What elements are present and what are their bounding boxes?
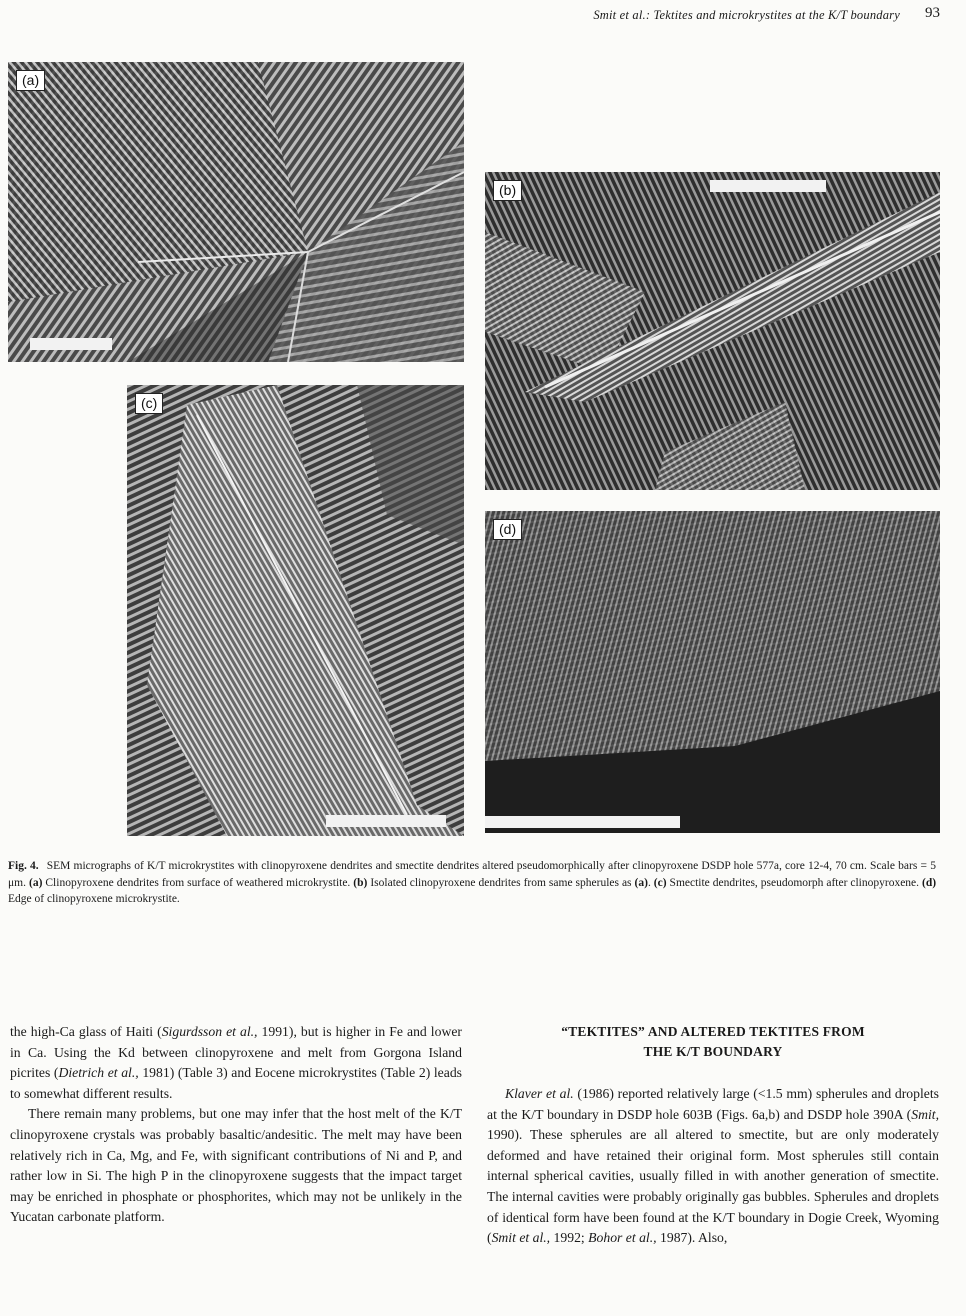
micrograph-a-image	[8, 62, 464, 362]
caption-ref-b: (a)	[634, 876, 648, 889]
panel-label-c: (c)	[135, 393, 163, 414]
text-run: the high-Ca glass of Haiti (	[10, 1024, 162, 1039]
right-paragraph-1	[487, 1084, 939, 1249]
caption-key-d: (d)	[922, 876, 937, 889]
micrograph-b-image	[485, 172, 940, 490]
caption-key-c: (c)	[653, 876, 667, 889]
caption-end-b: .	[647, 876, 651, 889]
micrograph-c-image	[127, 385, 464, 836]
caption-text-d: Edge of clinopyroxene microkrystite.	[8, 893, 180, 905]
text-run: 1992;	[550, 1230, 589, 1246]
figure-caption	[8, 858, 936, 908]
section-heading-line-1: “TEKTITES” AND ALTERED TEKTITES FROM	[561, 1024, 865, 1039]
citation: Dietrich et al.,	[58, 1065, 139, 1081]
citation: Smit et al.,	[491, 1230, 551, 1246]
text-run: 1981) (Table 3) and Eocene microkrystites (Table 2) leads to somewhat different results.	[10, 1065, 462, 1101]
text-run: (1986) reported relatively large (<1.5 mm) spherules and droplets at the K/T boundary in DSDP hole 603B (Figs. 6a,b) and DSDP hole 390A (	[487, 1086, 939, 1122]
panel-label-b: (b)	[493, 180, 522, 201]
caption-text-c: Smectite dendrites, pseudomorph after clinopyroxene.	[669, 876, 920, 889]
micrograph-panel-c	[127, 385, 464, 836]
text-run: 1991), but is higher in Fe and lower in Ca. Using the Kd between clinopyroxene and melt from Gorgona Island picrites (	[10, 1024, 462, 1081]
figure-number: Fig. 4.	[8, 860, 39, 872]
section-heading-line-2: THE K/T BOUNDARY	[643, 1044, 783, 1059]
micrograph-d-image	[485, 511, 940, 833]
scale-bar-b	[710, 180, 826, 192]
caption-key-a: (a)	[28, 876, 43, 889]
citation: Klaver et al.	[505, 1086, 574, 1101]
micrograph-panel-b	[485, 172, 940, 490]
section-heading	[487, 1022, 939, 1062]
caption-text-b: Isolated clinopyroxene dendrites from same spherules as	[370, 876, 632, 889]
left-paragraph-1	[10, 1022, 462, 1104]
caption-key-b: (b)	[353, 876, 368, 889]
scale-bar-d	[485, 816, 680, 828]
left-column	[10, 1022, 462, 1228]
right-column	[487, 1022, 939, 1249]
running-head: Smit et al.: Tektites and microkrystites at the K/T boundary	[593, 8, 900, 22]
left-paragraph-2: There remain many problems, but one may infer that the host melt of the K/T clinopyroxene crystals was probably basaltic/andesitic. The melt may have been relatively rich in Ca, Mg, and Fe, with significant contributions of Ni and P, and rather low in Si. The high P in the clinopyroxene suggests that the impact target may be enriched in phosphate or phosphorites, which may not be unlikely in the Yucatan carbonate platform.	[10, 1106, 462, 1225]
caption-intro: SEM micrographs of K/T microkrystites with clinopyroxene dendrites and smectite dendrites altered pseudomorphically after clinopyroxene DSDP hole 577a, core 12-4, 70 cm. Scale bars = 5 μm.	[8, 860, 936, 889]
citation: Sigurdsson et al.,	[161, 1024, 258, 1039]
panel-label-a: (a)	[16, 70, 45, 91]
text-run: 1987). Also,	[656, 1230, 728, 1246]
citation: Smit,	[911, 1106, 939, 1122]
caption-text-a: Clinopyroxene dendrites from surface of weathered microkrystite.	[45, 876, 351, 889]
page-number: 93	[925, 5, 940, 21]
panel-label-d: (d)	[493, 519, 522, 540]
scale-bar-a	[30, 338, 112, 350]
text-run: 1990). These spherules are all altered to smectite, but are only moderately deformed and have retained their original form. Most spherules still contain internal spherical cavities, usually filled in with another generation of smectite. The internal cavities were probably originally gas bubbles. Spherules and droplets of identical form have been found at the K/T boundary in Dogie Creek, Wyoming (	[487, 1127, 939, 1246]
micrograph-panel-d	[485, 511, 940, 833]
scale-bar-c	[326, 815, 446, 827]
citation: Bohor et al.,	[588, 1230, 657, 1246]
micrograph-panel-a	[8, 62, 464, 362]
